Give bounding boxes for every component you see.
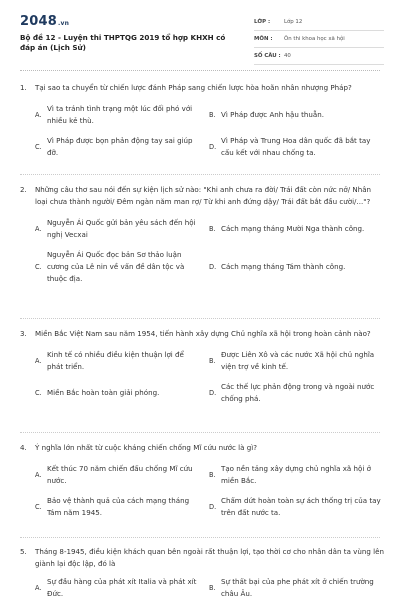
question-number: 5.	[20, 547, 27, 556]
question-4	[20, 442, 384, 527]
question-text: Ý nghĩa lớn nhất từ cuộc kháng chiến chống Mĩ cứu nước là gì?	[35, 443, 257, 452]
option-text: Nguyễn Ái Quốc đọc bản Sơ thảo luận cương của Lê nin về vấn đề dân tộc và thuộc địa.	[47, 250, 185, 283]
options	[20, 217, 384, 285]
option-a[interactable]	[35, 576, 209, 600]
option-letter: A.	[35, 225, 42, 233]
option-text: Tạo nền tảng xây dựng chủ nghĩa xã hội ở miền Bắc.	[221, 464, 371, 485]
option-text: Được Liên Xô và các nước Xã hội chủ nghĩa viện trợ về kinh tế.	[221, 350, 375, 371]
option-text: Vì Pháp được bọn phản động tay sai giúp đỡ.	[47, 136, 193, 157]
option-letter: D.	[209, 503, 217, 511]
option-letter: D.	[209, 143, 217, 151]
option-letter: C.	[35, 263, 42, 271]
question-number: 4.	[20, 443, 27, 452]
option-c[interactable]	[35, 135, 209, 159]
option-a[interactable]	[35, 217, 209, 241]
option-b[interactable]	[209, 217, 383, 241]
meta-key: SỐ CÂU :	[254, 53, 281, 59]
option-a[interactable]	[35, 463, 209, 487]
option-letter: B.	[209, 111, 216, 119]
question-stem	[20, 184, 384, 208]
question-separator	[20, 174, 380, 175]
option-text: Các thế lực phản động trong và ngoài nước chống phá.	[221, 382, 375, 403]
option-letter: D.	[209, 263, 217, 271]
question-5	[20, 546, 384, 608]
option-d[interactable]	[209, 381, 383, 405]
site-logo[interactable]	[20, 14, 69, 29]
logo-text: 2048	[20, 14, 57, 29]
question-1	[20, 82, 384, 167]
question-text: Miền Bắc Việt Nam sau năm 1954, tiến hành xây dựng Chủ nghĩa xã hội trong hoàn cảnh nào?	[35, 329, 371, 338]
option-a[interactable]	[35, 103, 209, 127]
option-text: Bảo vệ thành quả của cách mạng tháng Tám năm 1945.	[47, 496, 190, 517]
question-stem	[20, 82, 384, 94]
meta-key: MÔN :	[254, 36, 273, 42]
option-text: Vì ta tránh tình trạng một lúc đối phó với nhiều kẻ thù.	[47, 104, 193, 125]
question-text: Tại sao ta chuyển từ chiến lược đánh Pháp sang chiến lược hòa hoãn nhân nhượng Pháp?	[35, 83, 352, 92]
option-text: Kết thúc 70 năm chiến đấu chống Mĩ cứu nước.	[47, 464, 193, 485]
option-letter: B.	[209, 357, 216, 365]
option-letter: D.	[209, 389, 217, 397]
question-stem	[20, 546, 384, 570]
document-meta	[254, 14, 384, 65]
question-number: 1.	[20, 83, 27, 92]
option-d[interactable]	[209, 249, 383, 285]
question-number: 3.	[20, 329, 27, 338]
question-stem	[20, 442, 384, 454]
option-letter: A.	[35, 584, 42, 592]
option-letter: B.	[209, 471, 216, 479]
meta-value: 40	[284, 53, 291, 59]
question-text: Những câu thơ sau nói đến sự kiện lịch sử nào: "Khi anh chưa ra đời/ Trái đất còn nức nở/ Nhân loại chưa thành người/ Đêm ngàn năm man rợ/ Từ khi anh đứng dậy/ Trái đất bắt đầu cười/..."?	[35, 185, 372, 206]
logo-suffix: .vn	[57, 20, 70, 27]
option-letter: C.	[35, 143, 42, 151]
question-separator	[20, 537, 380, 538]
option-letter: C.	[35, 503, 42, 511]
page-header	[0, 0, 400, 68]
meta-value: Ôn thi khoa học xã hội	[284, 36, 345, 42]
question-stem	[20, 328, 384, 340]
options	[20, 463, 384, 519]
header-divider	[20, 70, 380, 71]
option-b[interactable]	[209, 463, 383, 487]
meta-key: LỚP :	[254, 19, 271, 25]
option-text: Vì Pháp được Anh hậu thuẫn.	[221, 110, 325, 119]
option-a[interactable]	[35, 349, 209, 373]
option-c[interactable]	[35, 381, 209, 405]
meta-row-class	[254, 14, 384, 31]
option-d[interactable]	[209, 495, 383, 519]
options	[20, 349, 384, 405]
question-separator	[20, 318, 380, 319]
meta-row-count	[254, 48, 384, 65]
option-text: Miền Bắc hoàn toàn giải phóng.	[47, 388, 160, 397]
options	[20, 103, 384, 159]
question-3	[20, 328, 384, 413]
option-c[interactable]	[35, 495, 209, 519]
question-separator	[20, 432, 380, 433]
question-2	[20, 184, 384, 293]
option-b[interactable]	[209, 103, 383, 127]
option-d[interactable]	[209, 135, 383, 159]
option-text: Sự thất bại của phe phát xít ở chiến trường châu Âu.	[221, 577, 374, 598]
question-number: 2.	[20, 185, 27, 194]
option-text: Kinh tế có nhiều điều kiện thuận lợi để phát triển.	[47, 350, 184, 371]
meta-value: Lớp 12	[284, 19, 303, 25]
option-letter: B.	[209, 584, 216, 592]
options	[20, 576, 384, 600]
option-b[interactable]	[209, 576, 383, 600]
option-b[interactable]	[209, 349, 383, 373]
meta-row-subject	[254, 31, 384, 48]
option-text: Vì Pháp và Trung Hoa dân quốc đã bắt tay cấu kết với nhau chống ta.	[221, 136, 371, 157]
question-text: Tháng 8-1945, điều kiện khách quan bên ngoài rất thuận lợi, tạo thời cơ cho nhân dân ta vùng lên giành lại độc lập, đó là	[35, 547, 384, 568]
option-c[interactable]	[35, 249, 209, 285]
option-text: Cách mạng tháng Mười Nga thành công.	[221, 224, 365, 233]
option-text: Chấm dứt hoàn toàn sự ách thống trị của tay trên đất nước ta.	[221, 496, 381, 517]
document-title: Bộ đề 12 - Luyện thi THPTQG 2019 tổ hợp KHXH có đáp án (Lịch Sử)	[20, 33, 226, 52]
option-text: Sự đầu hàng của phát xít Italia và phát xít Đức.	[47, 577, 197, 598]
option-letter: A.	[35, 471, 42, 479]
option-text: Nguyễn Ái Quốc gửi bản yêu sách đến hội nghị Vecxai	[47, 218, 196, 239]
option-letter: A.	[35, 111, 42, 119]
option-letter: B.	[209, 225, 216, 233]
option-letter: C.	[35, 389, 42, 397]
option-letter: A.	[35, 357, 42, 365]
option-text: Cách mạng tháng Tám thành công.	[221, 262, 346, 271]
